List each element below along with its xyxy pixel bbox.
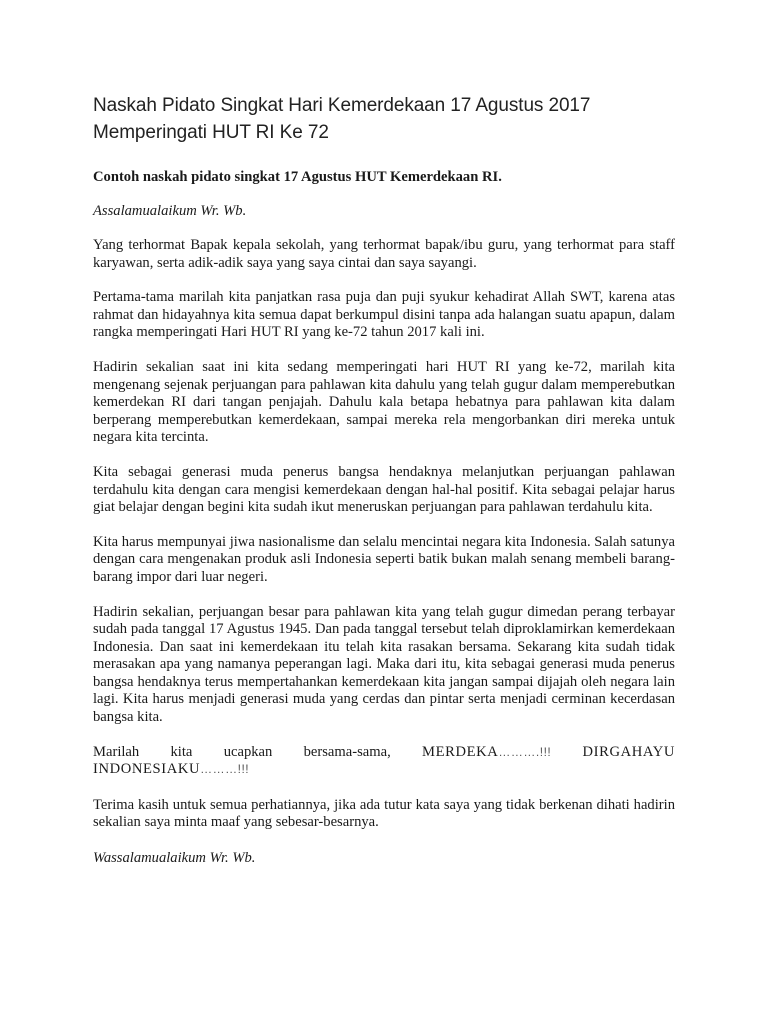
document-title bbox=[93, 92, 675, 146]
title-line-2: Memperingati HUT RI Ke 72 bbox=[93, 122, 329, 143]
title-line-1: Naskah Pidato Singkat Hari Kemerdekaan 17 Agustus 2017 bbox=[93, 95, 591, 116]
paragraph-remembrance: Hadirin sekalian saat ini kita sedang memperingati hari HUT RI yang ke-72, marilah kita mengenang sejenak perjuangan para pahlawan kita dahulu yang telah gugur dalam memperebutkan kemerdekan RI dari tangan penjajah. Dahulu kala betapa hebatnya para pahlawan kita dalam berperang memperebutkan kemerdekaan, sampai mereka rela mengorbankan diri mereka untuk negara kita tercinta. bbox=[93, 358, 675, 446]
closing-greeting: Wassalamualaikum Wr. Wb. bbox=[93, 850, 256, 867]
paragraph-independence: Hadirin sekalian, perjuangan besar para pahlawan kita yang telah gugur dimedan perang terbayar sudah pada tanggal 17 Agustus 1945. Dan pada tanggal tersebut telah diproklamirkan kemerdekaan Indonesia. Dan saat ini kemerdekaan itu telah kita rasakan bersama. Sekarang kita sudah tidak merasakan apa yang namanya peperangan lagi. Maka dari itu, kita sebagai generasi muda penerus bangsa hendaknya terus mempertahankan kemerdekaan kita jangan sampai dijajah oleh negara lain lagi. Kita harus menjadi generasi muda yang cerdas dan pintar serta menjadi cerminan kecerdasan bangsa kita. bbox=[93, 603, 675, 726]
paragraph-salutation: Yang terhormat Bapak kepala sekolah, yang terhormat bapak/ibu guru, yang terhormat para staff karyawan, serta adik-adik saya yang saya cintai dan saya sayangi. bbox=[93, 237, 675, 271]
opening-greeting: Assalamualaikum Wr. Wb. bbox=[93, 203, 247, 219]
indonesiaku-word: INDONESIAKU bbox=[93, 761, 201, 778]
cheer-word: kita bbox=[170, 743, 193, 760]
paragraph-merdeka-cheer bbox=[93, 744, 675, 779]
paragraph-gratitude: Pertama-tama marilah kita panjatkan rasa puja dan puji syukur kehadirat Allah SWT, karena atas rahmat dan hidayahnya kita semua dapat berkumpul disini tanpa ada halangan suatu apapun, dalam rangka memperingati Hari HUT RI yang ke-72 tahun 2017 kali ini. bbox=[93, 289, 675, 341]
cheer-line-1 bbox=[93, 744, 675, 762]
document-page bbox=[93, 92, 675, 884]
document-subtitle: Contoh naskah pidato singkat 17 Agustus HUT Kemerdekaan RI. bbox=[93, 169, 502, 185]
merdeka-cheer: MERDEKA……….!!! bbox=[422, 743, 552, 760]
cheer-word: Marilah bbox=[93, 743, 140, 760]
dirgahayu-word: DIRGAHAYU bbox=[582, 743, 675, 760]
cheer-word: bersama-sama, bbox=[303, 743, 391, 760]
paragraph-nationalism: Kita harus mempunyai jiwa nasionalisme dan selalu mencintai negara kita Indonesia. Salah satunya dengan cara mengenakan produk asli Indonesia seperti batik bukan malah senang membeli barang-barang impor dari luar negeri. bbox=[93, 533, 675, 585]
cheer-line-2: INDONESIAKU………!!! bbox=[93, 761, 250, 778]
paragraph-thanks: Terima kasih untuk semua perhatiannya, jika ada tutur kata saya yang tidak berkenan dihati hadirin sekalian saya minta maaf yang sebesar-besarnya. bbox=[93, 796, 675, 831]
cheer-word: ucapkan bbox=[223, 743, 273, 760]
paragraph-young-generation: Kita sebagai generasi muda penerus bangsa hendaknya melanjutkan perjuangan pahlawan terdahulu kita dengan cara mengisi kemerdekaan dengan hal-hal positif. Kita sebagai pelajar harus giat belajar dengan begini kita sudah ikut meneruskan perjuangan para pahlawan terdahulu kita. bbox=[93, 463, 675, 516]
